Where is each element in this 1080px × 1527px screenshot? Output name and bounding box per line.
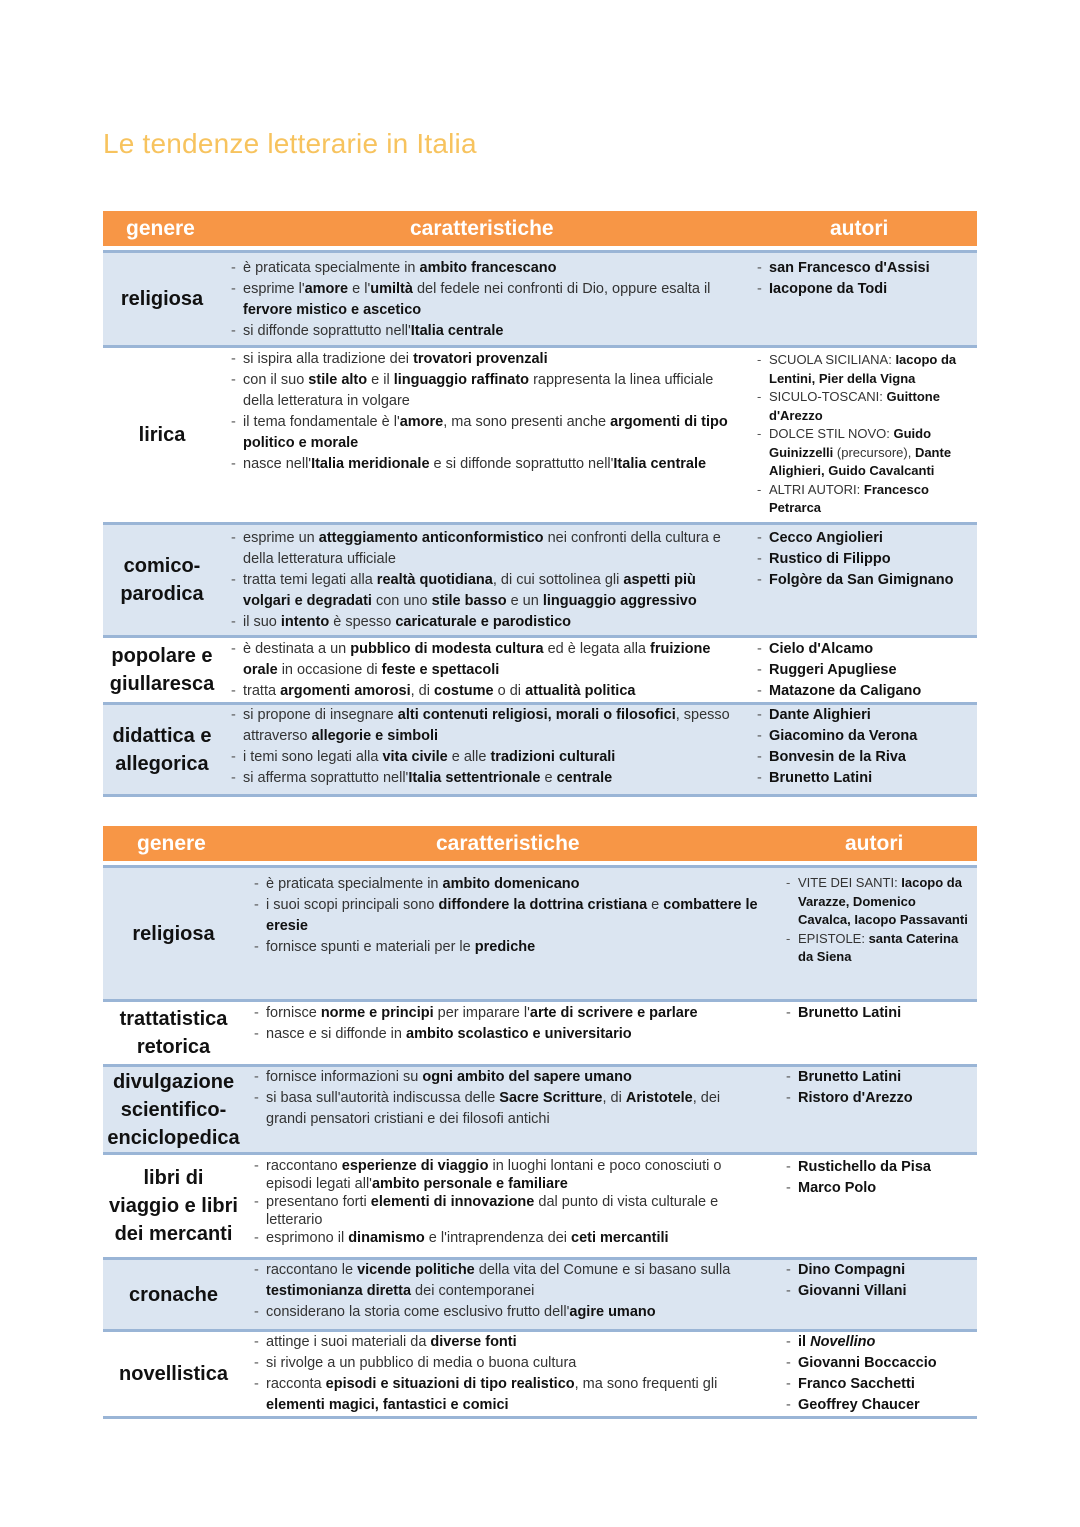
authors-list (786, 1157, 971, 1199)
list-item: - presentano forti elementi di innovazione dal punto di vista culturale e letterario (254, 1193, 764, 1229)
list-item: - il Novellino (786, 1332, 971, 1353)
table-row (103, 1152, 977, 1257)
list-item: - è praticata specialmente in ambito domenicano (254, 874, 764, 895)
header-caratteristiche: caratteristiche (410, 217, 554, 240)
list-item: - il suo intento è spesso caricaturale e parodistico (231, 612, 746, 633)
list-item: - raccontano esperienze di viaggio in luoghi lontani e poco conosciuti o episodi legati all'ambito personale e familiare (254, 1157, 764, 1193)
authors-list (786, 1003, 971, 1024)
list-item: - fornisce norme e principi per imparare l'arte di scrivere e parlare (254, 1003, 764, 1024)
table-row (103, 1329, 977, 1419)
characteristics-list (231, 258, 746, 342)
characteristics-list (254, 1157, 764, 1247)
characteristics-list (231, 528, 746, 633)
authors-list (786, 1332, 971, 1416)
list-item: - è praticata specialmente in ambito francescano (231, 258, 746, 279)
authors-list (786, 1067, 971, 1109)
list-item: - si ispira alla tradizione dei trovatori provenzali (231, 349, 746, 370)
header-genere: genere (126, 217, 195, 240)
list-item: - si diffonde soprattutto nell'Italia centrale (231, 321, 746, 342)
list-item: - Cecco Angiolieri (757, 528, 972, 549)
list-item: - san Francesco d'Assisi (757, 258, 972, 279)
list-item: - tratta argomenti amorosi, di costume o di attualità politica (231, 681, 746, 702)
list-item: - racconta episodi e situazioni di tipo realistico, ma sono frequenti gli elementi magici, fantastici e comici (254, 1374, 764, 1416)
list-item: - Giovanni Villani (786, 1281, 971, 1302)
table-row (103, 635, 977, 702)
authors-list (757, 351, 972, 518)
page-title: Le tendenze letterarie in Italia (103, 128, 477, 159)
list-item: - DOLCE STIL NOVO: Guido Guinizzelli (precursore), Dante Alighieri, Guido Cavalcanti (757, 425, 972, 481)
list-item: - Dino Compagni (786, 1260, 971, 1281)
list-item: - si propone di insegnare alti contenuti religiosi, morali o filosofici, spesso attraverso allegorie e simboli (231, 705, 746, 747)
genre-cell: comico- parodica (120, 555, 204, 605)
authors-list (757, 639, 972, 702)
list-item: - esprime un atteggiamento anticonformistico nei confronti della cultura e della letteratura ufficiale (231, 528, 746, 570)
header-genere: genere (137, 832, 206, 855)
characteristics-list (231, 705, 746, 789)
list-item: - Brunetto Latini (786, 1003, 971, 1024)
list-item: - Matazone da Caligano (757, 681, 972, 702)
header-caratteristiche: caratteristiche (436, 832, 580, 855)
list-item: - Brunetto Latini (757, 768, 972, 789)
genre-cell: didattica e allegorica (112, 724, 212, 775)
list-item: - nasce e si diffonde in ambito scolastico e universitario (254, 1024, 764, 1045)
list-item: - Rustico di Filippo (757, 549, 972, 570)
table-tendenze-1 (103, 211, 977, 797)
genre-cell: novellistica (119, 1363, 228, 1385)
list-item: - considerano la storia come esclusivo frutto dell'agire umano (254, 1302, 764, 1323)
list-item: - Geoffrey Chaucer (786, 1395, 971, 1416)
table-tendenze-2 (103, 826, 977, 1419)
list-item: - SCUOLA SICILIANA: Iacopo da Lentini, Pier della Vigna (757, 351, 972, 388)
list-item: - esprime l'amore e l'umiltà del fedele nei confronti di Dio, oppure esalta il fervore mistico e ascetico (231, 279, 746, 321)
authors-list (757, 258, 972, 300)
table-row (103, 1064, 977, 1152)
list-item: - VITE DEI SANTI: Iacopo da Varazze, Domenico Cavalca, Iacopo Passavanti (786, 874, 971, 930)
genre-cell: divulgazione scientifico- enciclopedica (107, 1070, 240, 1149)
genre-cell: religiosa (120, 288, 204, 310)
table-header (103, 826, 977, 861)
list-item: - si rivolge a un pubblico di media o buona cultura (254, 1353, 764, 1374)
characteristics-list (231, 639, 746, 702)
characteristics-list (254, 874, 764, 958)
list-item: - fornisce informazioni su ogni ambito del sapere umano (254, 1067, 764, 1088)
list-item: - Brunetto Latini (786, 1067, 971, 1088)
list-item: - Ruggeri Apugliese (757, 660, 972, 681)
list-item: - Ristoro d'Arezzo (786, 1088, 971, 1109)
list-item: - Dante Alighieri (757, 705, 972, 726)
list-item: - tratta temi legati alla realtà quotidiana, di cui sottolinea gli aspetti più volgari e degradati con uno stile basso e un linguaggio aggressivo (231, 570, 746, 612)
list-item: - Franco Sacchetti (786, 1374, 971, 1395)
table-row (103, 999, 977, 1064)
characteristics-list (254, 1332, 764, 1416)
genre-cell: libri di viaggio e libri dei mercanti (109, 1167, 238, 1245)
list-item: - ALTRI AUTORI: Francesco Petrarca (757, 481, 972, 518)
list-item: - Cielo d'Alcamo (757, 639, 972, 660)
list-item: - Giovanni Boccaccio (786, 1353, 971, 1374)
list-item: - si afferma soprattutto nell'Italia settentrionale e centrale (231, 768, 746, 789)
table-row (103, 250, 977, 345)
characteristics-list (254, 1003, 764, 1045)
list-item: - EPISTOLE: santa Caterina da Siena (786, 930, 971, 967)
characteristics-list (231, 349, 746, 475)
table-row (103, 345, 977, 522)
list-item: - attinge i suoi materiali da diverse fonti (254, 1332, 764, 1353)
list-item: - si basa sull'autorità indiscussa delle Sacre Scritture, di Aristotele, dei grandi pensatori cristiani e dei filosofi antichi (254, 1088, 764, 1130)
authors-list (757, 705, 972, 789)
authors-list (757, 528, 972, 591)
list-item: - Rustichello da Pisa (786, 1157, 971, 1178)
list-item: - è destinata a un pubblico di modesta cultura ed è legata alla fruizione orale in occasione di feste e spettacoli (231, 639, 746, 681)
characteristics-list (254, 1067, 764, 1130)
table-row (103, 522, 977, 635)
header-autori: autori (845, 832, 904, 855)
list-item: - Folgòre da San Gimignano (757, 570, 972, 591)
authors-list (786, 874, 971, 967)
header-autori: autori (830, 217, 889, 240)
table-row (103, 702, 977, 797)
genre-cell: cronache (129, 1283, 218, 1306)
list-item: - con il suo stile alto e il linguaggio raffinato rappresenta la linea ufficiale della letteratura in volgare (231, 370, 746, 412)
list-item: - i temi sono legati alla vita civile e alle tradizioni culturali (231, 747, 746, 768)
genre-cell: popolare e giullaresca (109, 645, 215, 695)
genre-cell: religiosa (132, 922, 215, 945)
table-row (103, 865, 977, 999)
list-item: - esprimono il dinamismo e l'intraprendenza dei ceti mercantili (254, 1229, 764, 1247)
table-header (103, 211, 977, 246)
list-item: - nasce nell'Italia meridionale e si diffonde soprattutto nell'Italia centrale (231, 454, 746, 475)
table-row (103, 1257, 977, 1329)
list-item: - Bonvesin de la Riva (757, 747, 972, 768)
list-item: - Giacomino da Verona (757, 726, 972, 747)
list-item: - Iacopone da Todi (757, 279, 972, 300)
list-item: - SICULO-TOSCANI: Guittone d'Arezzo (757, 388, 972, 425)
authors-list (786, 1260, 971, 1302)
list-item: - fornisce spunti e materiali per le prediche (254, 937, 764, 958)
genre-cell: trattatistica retorica (119, 1008, 228, 1058)
list-item: - i suoi scopi principali sono diffondere la dottrina cristiana e combattere le eresie (254, 895, 764, 937)
genre-cell: lirica (138, 424, 186, 446)
list-item: - Marco Polo (786, 1178, 971, 1199)
list-item: - il tema fondamentale è l'amore, ma sono presenti anche argomenti di tipo politico e morale (231, 412, 746, 454)
characteristics-list (254, 1260, 764, 1323)
list-item: - raccontano le vicende politiche della vita del Comune e si basano sulla testimonianza diretta dei contemporanei (254, 1260, 764, 1302)
